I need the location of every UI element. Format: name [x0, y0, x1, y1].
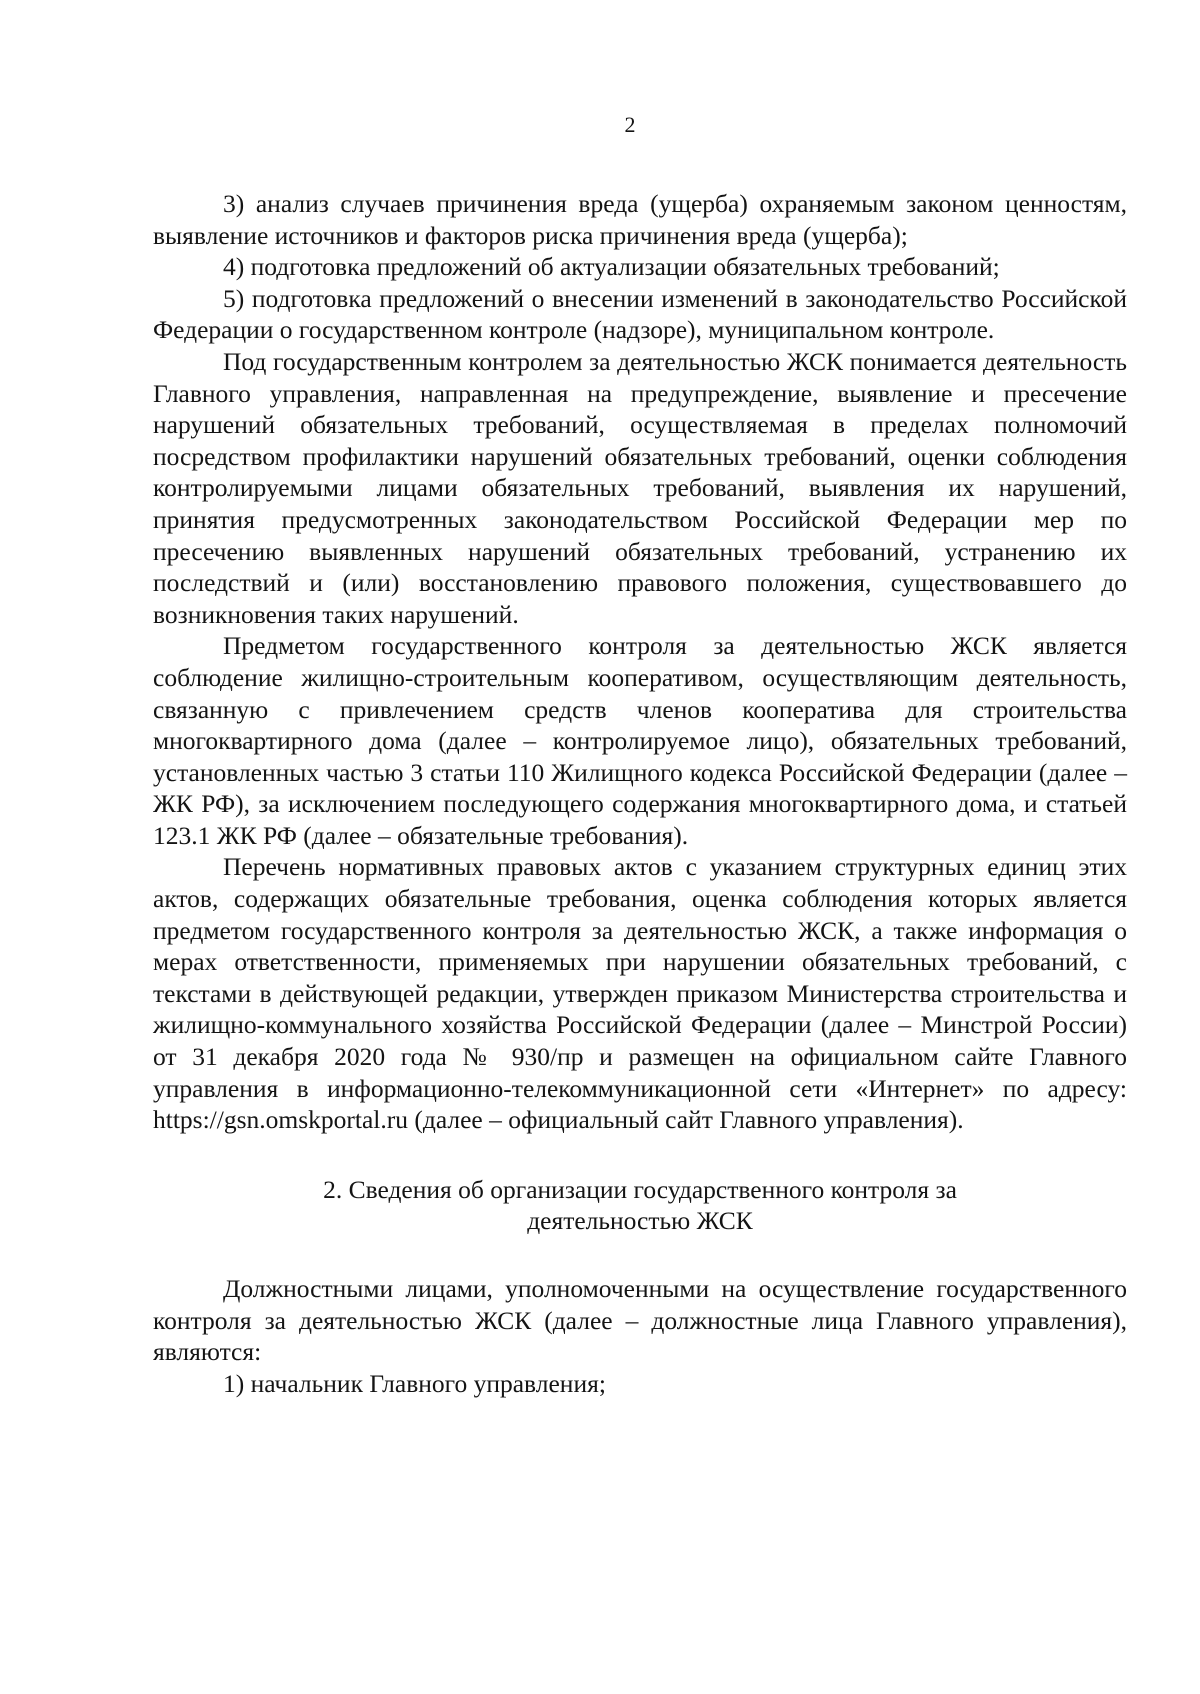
section-heading: [153, 1174, 1127, 1237]
list-item-4: 4) подготовка предложений об актуализации обязательных требований;: [223, 252, 1000, 282]
document-body: [153, 188, 1127, 1399]
section-heading-line-2: деятельностью ЖСК: [527, 1206, 753, 1236]
paragraph-legal-acts-list: Перечень нормативных правовых актов с указанием структурных единиц этих актов, содержащих обязательные требования, оценка соблюдения которых является предметом государственного контроля за деятельностью ЖСК, а также информация о мерах ответственности, применяемых при нарушении обязательных требований, с текстами в действующей редакции, утвержден приказом Министерства строительства и жилищно-коммунального хозяйства Российской Федерации (далее – Минстрой России) от 31 декабря 2020 года № 930/пр и размещен на официальном сайте Главного управления в информационно-телекоммуникационной сети «Интернет» по адресу: https://gsn.omskportal.ru (далее – официальный сайт Главного управления).: [153, 852, 1127, 1135]
page-number: 2: [624, 112, 636, 137]
section-list-item-1: 1) начальник Главного управления;: [223, 1368, 606, 1398]
list-item-5: 5) подготовка предложений о внесении изменений в законодательство Российской Федерации о государственном контроле (надзоре), муниципальном контроле.: [153, 283, 1127, 345]
paragraph-control-definition: Под государственным контролем за деятельностью ЖСК понимается деятельность Главного управления, направленная на предупреждение, выявление и пресечение нарушений обязательных требований, осуществляемая в пределах полномочий посредством профилактики нарушений обязательных требований, оценки соблюдения контролируемыми лицами обязательных требований, выявления их нарушений, принятия предусмотренных законодательством Российской Федерации мер по пресечению выявленных нарушений обязательных требований, устранению их последствий и (или) восстановлению правового положения, существовавшего до возникновения таких нарушений.: [153, 346, 1127, 629]
list-item-3: 3) анализ случаев причинения вреда (ущерба) охраняемым законом ценностям, выявление источников и факторов риска причинения вреда (ущерба);: [153, 189, 1127, 250]
paragraph-control-subject: Предметом государственного контроля за деятельностью ЖСК является соблюдение жилищно-строительным кооперативом, осуществляющим деятельность, связанную с привлечением средств членов кооператива для строительства многоквартирного дома (далее – контролируемое лицо), обязательных требований, установленных частью 3 статьи 110 Жилищного кодекса Российской Федерации (далее – ЖК РФ), за исключением последующего содержания многоквартирного дома, и статьей 123.1 ЖК РФ (далее – обязательные требования).: [153, 631, 1127, 850]
paragraph-officials: Должностными лицами, уполномоченными на осуществление государственного контроля за деятельностью ЖСК (далее – должностные лица Главного управления), являются:: [153, 1274, 1127, 1367]
section-heading-line-1: 2. Сведения об организации государственного контроля за: [323, 1174, 957, 1204]
